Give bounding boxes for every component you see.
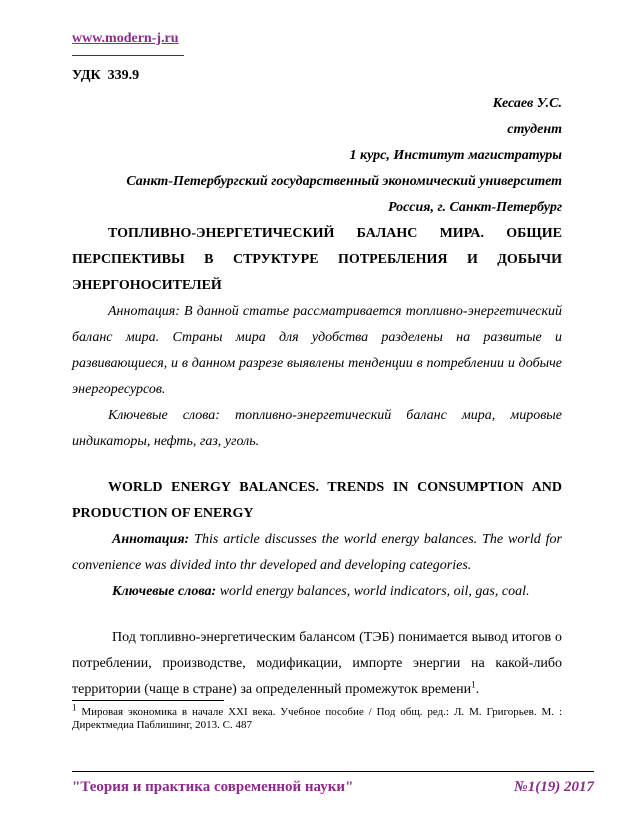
- body-text-tail: .: [475, 682, 480, 697]
- body-paragraph: [72, 625, 562, 703]
- author-location: Россия, г. Санкт-Петербург: [388, 200, 562, 215]
- udk-code: УДК 339.9: [72, 68, 140, 83]
- annotation-en-label: Аннотация:: [112, 532, 190, 547]
- issue-number: №1(19) 2017: [514, 779, 594, 795]
- author-status: студент: [507, 122, 562, 137]
- article-title-en: WORLD ENERGY BALANCES. TRENDS IN CONSUMPTION AND PRODUCTION OF ENERGY: [72, 480, 562, 521]
- keywords-en-label: Ключевые слова:: [112, 584, 217, 599]
- footnote-reference: 1: [471, 679, 476, 690]
- footnote-citation: Мировая экономика в начале XXI века. Учебное пособие / Под общ. ред.: Л. М. Григорьев. М. : Директмедиа Паблишинг, 2013. С. 487: [72, 706, 562, 731]
- annotation-en: [72, 527, 562, 579]
- author-block: [72, 91, 562, 221]
- annotation-en-text: This article discusses the world energy balances. The world for convenience was divided into thr developed and developing categories.: [72, 532, 562, 573]
- footnote-text: [72, 702, 562, 732]
- header-underline-rule: [72, 48, 184, 56]
- annotation-ru: Аннотация: В данной статье рассматривается топливно-энергетический баланс мира. Страны мира для удобства разделены на развитые и развивающиеся, и в данном разрезе выявлены тенденции в потреблении и добыче энергоресурсов.: [72, 304, 562, 397]
- keywords-ru: Ключевые слова: топливно-энергетический баланс мира, мировые индикаторы, нефть, газ, уголь.: [72, 408, 562, 449]
- page-footer: [72, 771, 594, 796]
- author-course: 1 курс, Институт магистратуры: [349, 148, 562, 163]
- author-name: Кесаев У.С.: [492, 96, 562, 111]
- body-text: Под топливно-энергетическим балансом (ТЭБ) понимается вывод итогов о потреблении, производстве, модификации, импорте энергии на какой-либо территории (чаще в стране) за определенный промежуток времени: [72, 630, 562, 697]
- journal-title: "Теория и практика современной науки": [72, 779, 354, 795]
- keywords-en: [72, 579, 562, 605]
- keywords-en-text: world energy balances, world indicators, oil, gas, coal.: [216, 584, 530, 599]
- footnote-block: [72, 700, 562, 732]
- footnote-separator-rule: [72, 700, 224, 701]
- author-university: Санкт-Петербургский государственный экономический университет: [126, 174, 562, 189]
- site-url-link[interactable]: www.modern-j.ru: [72, 31, 179, 46]
- footnote-marker: 1: [72, 702, 77, 713]
- article-title-ru: ТОПЛИВНО-ЭНЕРГЕТИЧЕСКИЙ БАЛАНС МИРА. ОБЩИЕ ПЕРСПЕКТИВЫ В СТРУКТУРЕ ПОТРЕБЛЕНИЯ И ДОБЫЧИ ЭНЕРГОНОСИТЕЛЕЙ: [72, 226, 562, 293]
